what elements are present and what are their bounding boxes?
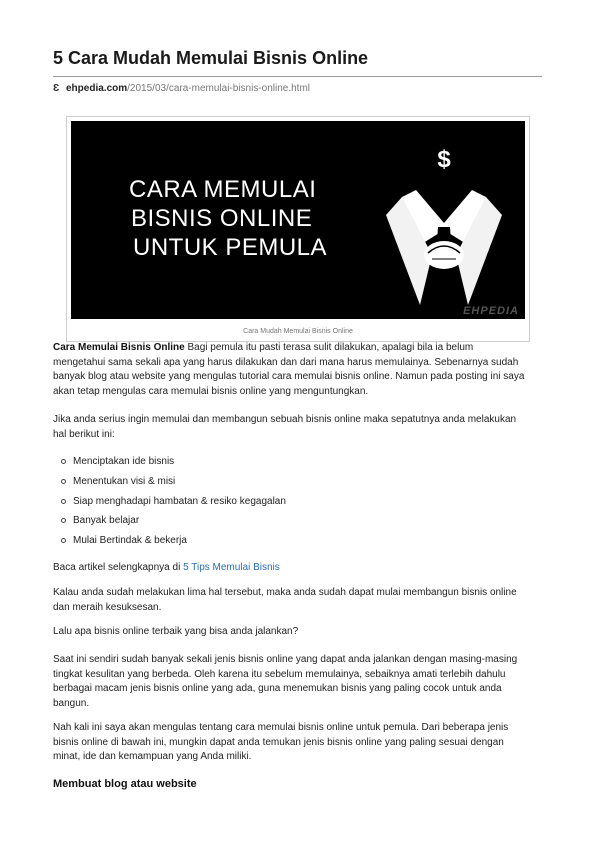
source-path[interactable]: /2015/03/cara-memulai-bisnis-online.html [127,83,311,94]
dollar-sign: $ [437,146,451,173]
bullet-icon [61,459,66,464]
banner-image [71,121,525,319]
list-item: Menciptakan ide bisnis [53,455,528,475]
title-divider [53,76,542,77]
bullet-icon [61,538,66,543]
article-title: 5 Cara Mudah Memulai Bisnis Online [53,48,369,68]
banner-line-2: BISNIS ONLINE [131,205,313,232]
list-item: Banyak belajar [53,514,528,534]
figure-caption: Cara Mudah Memulai Bisnis Online [243,328,353,335]
bullet-icon [61,499,66,504]
banner-watermark: EHPEDIA [463,305,519,317]
bullet-icon [61,479,66,484]
intro-bold-term: Cara Memulai Bisnis Online [53,342,185,353]
list-item: Menentukan visi & misi [53,475,528,495]
list-item: Siap menghadapi hambatan & resiko kegagalan [53,495,528,515]
paragraph-review: Nah kali ini saya akan mengulas tentang cara memulai bisnis online untuk pemula. Dari beberapa jenis bisnis online di bawah ini, mungkin dapat anda temukan jenis bisnis online yang paling sesuai dengan minat, ide dan kemampuan yang Anda miliki. [53,722,509,762]
intro-text: Bagi pemula itu pasti terasa sulit dilakukan, apalagi bila ia belum mengetahui sama sekali apa yang harus dilakukan dan dari mana harus memulainya. Sebenarnya sudah banyak blog atau website yang mengulas tutorial cara memulai bisnis online. Namun pada posting ini saya akan tetap mengulas cara memulai bisnis online yang menguntungkan. [53,342,525,397]
source-domain[interactable]: ehpedia.com [66,83,128,94]
read-more-prefix: Baca artikel selengkapnya di [53,562,184,573]
businessman-suit-icon [376,135,516,315]
section-heading: Membuat blog atau website [53,778,197,790]
banner-line-1: CARA MEMULAI [129,176,317,203]
site-logo-icon: Ɛ [53,83,60,94]
read-more-link[interactable]: 5 Tips Memulai Bisnis [183,562,280,573]
source-url[interactable] [53,83,310,94]
bullet-icon [61,518,66,523]
paragraph-types: Saat ini sendiri sudah banyak sekali jenis bisnis online yang dapat anda jalankan dengan masing-masing tingkat kesulitan yang berbeda. Oleh karena itu sebelum memulainya, sebaiknya amati terlebih dahulu berbagai macam jenis bisnis online yang ada, guna menemukan bisnis yang paling cocok untuk anda bangun. [53,654,518,709]
paragraph-requirements: Jika anda serius ingin memulai dan membangun sebuah bisnis online maka sepatutnya anda melakukan hal berikut ini: [53,414,517,440]
paragraph-question: Lalu apa bisnis online terbaik yang bisa anda jalankan? [53,626,299,637]
paragraph-intro [53,341,528,399]
article-figure [66,116,530,342]
paragraph-read-more [53,561,528,576]
banner-line-3: UNTUK PEMULA [133,234,328,261]
steps-list [53,455,528,554]
paragraph-five-steps: Kalau anda sudah melakukan lima hal tersebut, maka anda sudah dapat mulai membangun bisnis online dan meraih kesuksesan. [53,587,517,613]
list-item: Mulai Bertindak & bekerja [53,534,528,554]
